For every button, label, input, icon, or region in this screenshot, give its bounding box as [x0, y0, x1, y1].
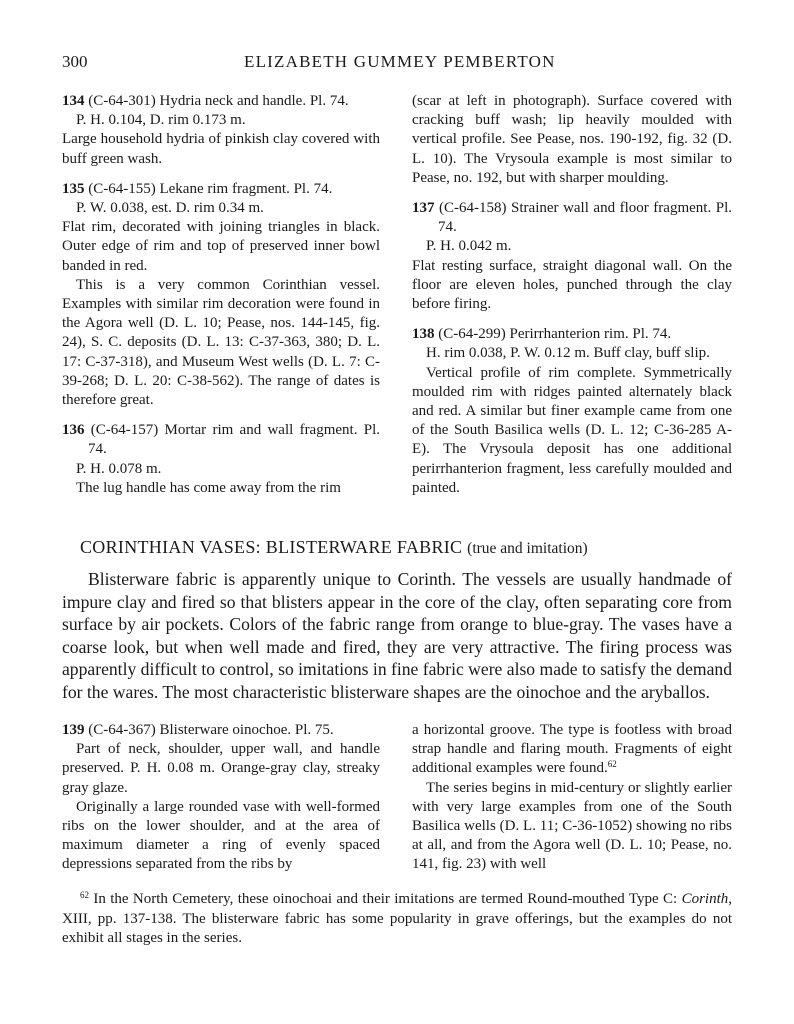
entry-description: Originally a large rounded vase with well-formed ribs on the lower shoulder, and at the area of maximum diameter a ring of evenly spaced depressions separated from the ribs by [62, 798, 380, 873]
footnote-text-b: , XIII, pp. 137-138. The blisterware fabric has some popularity in grave offerings, but the examples do not exhibit all stages in the series. [62, 891, 732, 946]
entry-number: 134 [62, 93, 85, 109]
right-column-top [412, 92, 732, 509]
entry-heading: (C-64-158) Strainer wall and floor fragment. Pl. 74. [434, 200, 732, 236]
catalog-entry-138 [412, 325, 732, 498]
footnote-62 [62, 890, 732, 949]
entry-description-continued: (scar at left in photograph). Surface covered with cracking buff wash; lip heavily moulded with vertical profile. See Pease, nos. 190-192, fig. 32 (D. L. 10). The Vrysoula example is most similar to Pease, no. 192, but with sharper moulding. [412, 93, 732, 186]
section-subtitle: (true and imitation) [467, 540, 588, 557]
catalog-entry-135 [62, 180, 380, 410]
footnote-marker: 62 [80, 890, 89, 900]
section-intro-text: Blisterware fabric is apparently unique to Corinth. The vessels are usually handmade of impure clay and fired so that blisters appear in the core of the clay, often separating core from surface by air pockets. Colors of the fabric range from orange to blue-gray. The vases have a coarse look, but when well made and fired, they are very attractive. The firing process was apparently difficult to control, so imitations in fine fabric were also made to satisfy the demand for the wares. The most characteristic blisterware shapes are the oinochoe and the aryballos. [62, 569, 733, 702]
entry-heading: (C-64-299) Perirrhanterion rim. Pl. 74. [434, 326, 672, 343]
section-intro [62, 568, 732, 704]
entry-discussion: This is a very common Corinthian vessel. Examples with similar rim decoration were found in the Agora well (D. L. 10; Pease, nos. 144-145, fig. 24), S. C. deposits (D. L. 13: C-37-363, 380; D. L. 17: C-37-318), and Museum West wells (D. L. 7: C-39-268; D. L. 20: C-38-562). The range of dates is therefore great. [62, 276, 380, 409]
entry-description-continued: a horizontal groove. The type is footless with broad strap handle and flaring mouth. Fragments of eight additional examples were found. [412, 722, 732, 777]
entry-dimensions: P. H. 0.078 m. [76, 460, 162, 477]
footnote-reference[interactable]: 62 [607, 759, 617, 770]
entry-heading: (C-64-155) Lekane rim fragment. Pl. 74. [84, 180, 333, 197]
catalog-entry-137 [412, 199, 732, 314]
entry-dimensions: H. rim 0.038, P. W. 0.12 m. Buff clay, buff slip. [426, 345, 710, 362]
section-title: CORINTHIAN VASES: BLISTERWARE FABRIC [80, 537, 463, 557]
section-heading [80, 537, 740, 558]
entry-dimensions: P. H. 0.104, D. rim 0.173 m. [76, 112, 246, 129]
catalog-entry-139-continued [412, 721, 732, 875]
entry-discussion: The series begins in mid-century or slightly earlier with very large examples from one of the South Basilica wells (D. L. 11; C-36-1052) showing no ribs at all, and from the Agora well (D. L. 10; Pease, no. 141, fig. 23) with well [412, 779, 732, 873]
entry-number: 138 [412, 326, 435, 343]
running-head-author: ELIZABETH GUMMEY PEMBERTON [244, 52, 556, 71]
entry-description: Large household hydria of pinkish clay covered with buff green wash. [62, 131, 380, 167]
catalog-entry-134 [62, 92, 380, 169]
left-column-top [62, 92, 380, 509]
entry-dimensions: P. W. 0.038, est. D. rim 0.34 m. [76, 200, 264, 217]
entry-heading: (C-64-301) Hydria neck and handle. Pl. 74. [84, 93, 349, 109]
page-number: 300 [62, 52, 88, 71]
entry-description: Flat resting surface, straight diagonal wall. On the floor are eleven holes, punched through the clay before firing. [412, 257, 732, 313]
catalog-entry-136 [62, 421, 380, 498]
entry-dimensions: P. H. 0.042 m. [426, 238, 512, 255]
entry-dimensions: Part of neck, shoulder, upper wall, and handle preserved. P. H. 0.08 m. Orange-gray clay, streaky gray glaze. [62, 741, 380, 796]
entry-number: 136 [62, 422, 85, 439]
entry-description: The lug handle has come away from the rim [76, 479, 341, 496]
entry-heading: (C-64-367) Blisterware oinochoe. Pl. 75. [84, 722, 334, 738]
entry-number: 139 [62, 722, 85, 738]
footnote-italic: Corinth [681, 891, 729, 907]
entry-description: Flat rim, decorated with joining triangles in black. Outer edge of rim and top of preserved inner bowl banded in red. [62, 219, 380, 274]
footnote-text-a: In the North Cemetery, these oinochoai and their imitations are termed Round-mouthed Type C: [89, 891, 682, 907]
entry-number: 135 [62, 180, 85, 197]
entry-heading: (C-64-157) Mortar rim and wall fragment. Pl. 74. [84, 422, 380, 458]
catalog-entry-139 [62, 721, 380, 875]
entry-description: Vertical profile of rim complete. Symmetrically moulded rim with ridges painted alternately black and red. A similar but finer example came from one of the South Basilica wells (D. L. 12; C-36-285 A-E). The Vrysoula deposit has one additional perirrhanterion fragment, less carefully moulded and painted. [412, 364, 732, 496]
entry-number: 137 [412, 200, 435, 217]
catalog-entry-136-continued [412, 92, 732, 188]
